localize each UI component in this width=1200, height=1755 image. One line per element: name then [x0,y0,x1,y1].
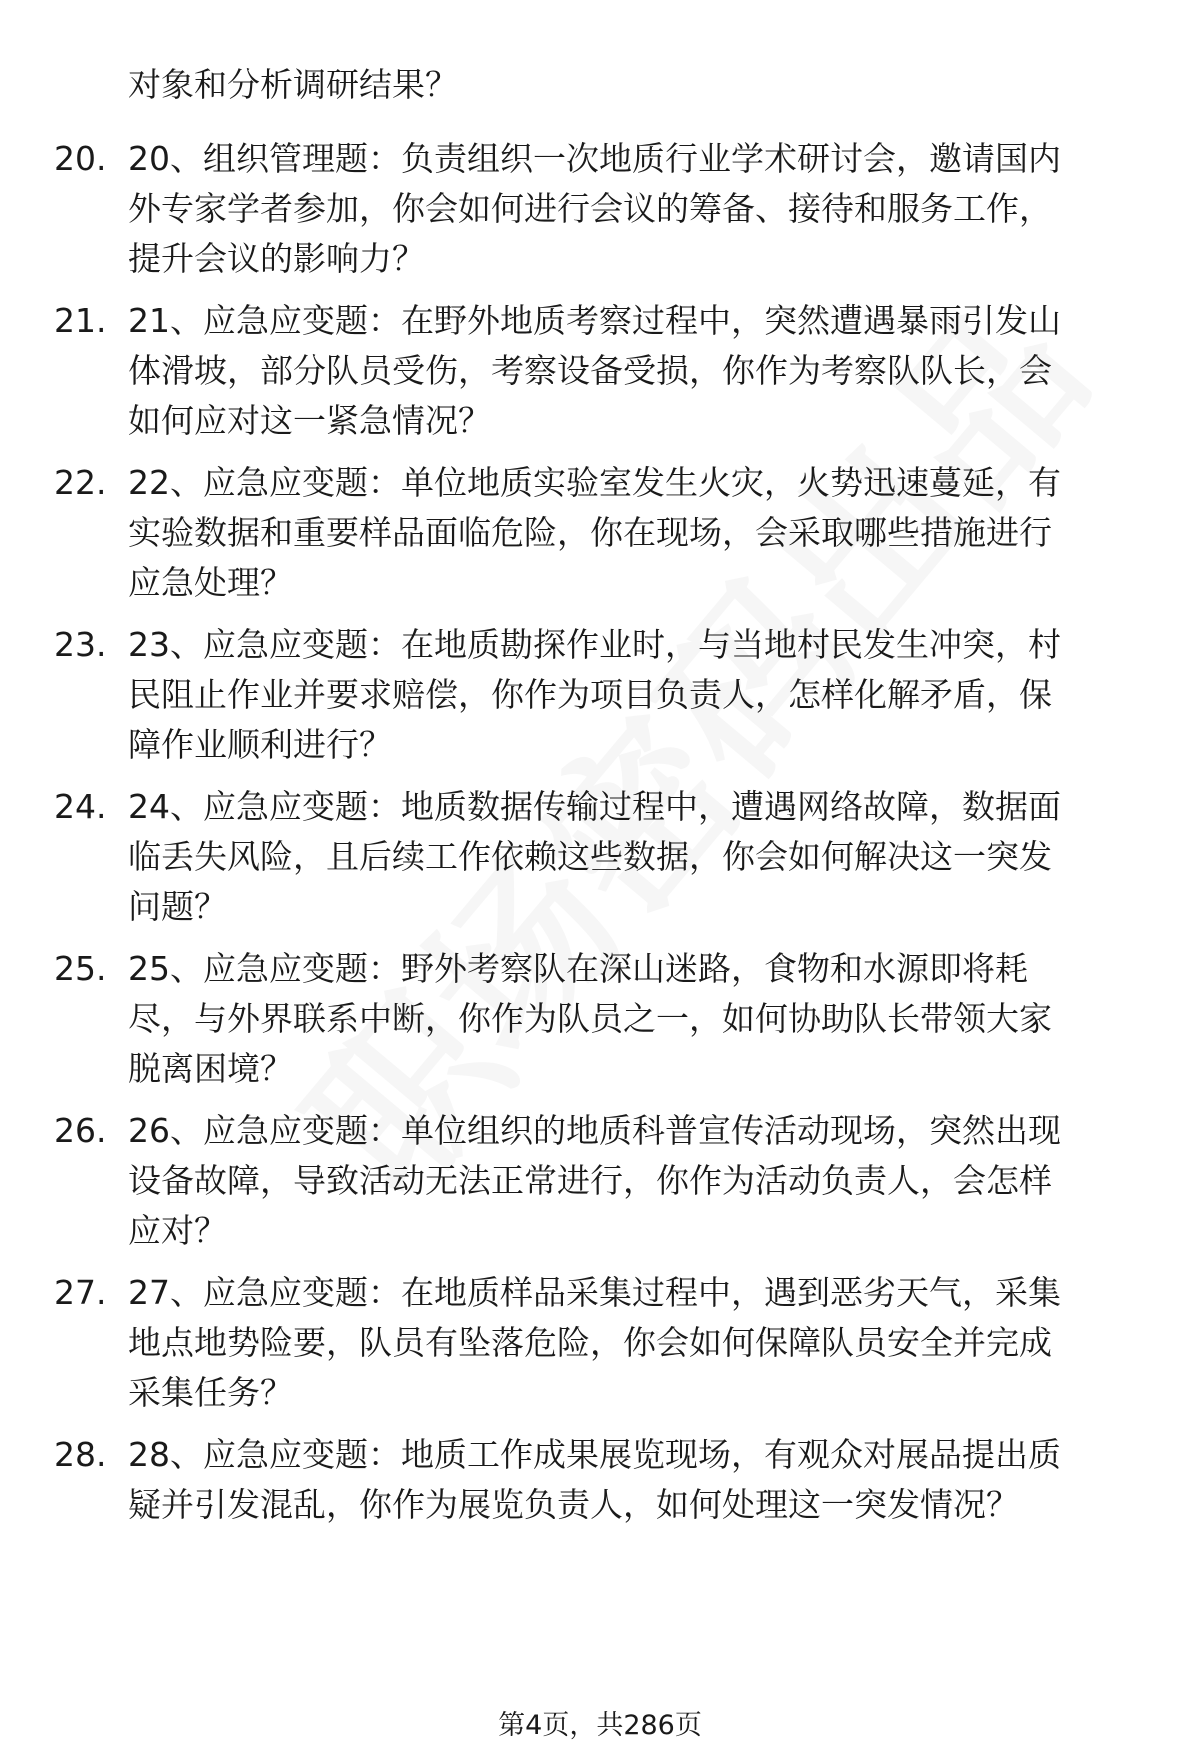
item-text [128,458,1148,608]
item-number: 28. [54,1435,107,1474]
item-line: 采集任务？ [128,1373,293,1412]
item-number: 20. [54,139,107,178]
item-text [128,134,1148,284]
item-number: 26. [54,1111,107,1150]
item-line: 实验数据和重要样品面临危险，你在现场，会采取哪些措施进行 [128,513,1052,552]
item-line: 民阻止作业并要求赔偿，你作为项目负责人，怎样化解矛盾，保 [128,675,1052,714]
item-line: 提升会议的影响力？ [128,239,425,278]
item-line: 24、应急应变题：地质数据传输过程中，遭遇网络故障，数据面 [128,787,1061,826]
item-number: 21. [54,301,107,340]
item-text [128,296,1148,446]
item-line: 疑并引发混乱，你作为展览负责人，如何处理这一突发情况？ [128,1485,1019,1524]
item-text [128,782,1148,932]
item-text [128,944,1148,1094]
item-line: 28、应急应变题：地质工作成果展览现场，有观众对展品提出质 [128,1435,1061,1474]
item-line: 应对？ [128,1211,227,1250]
item-line: 问题？ [128,887,227,926]
continuation-text: 对象和分析调研结果？ [128,65,458,104]
item-line: 应急处理？ [128,563,293,602]
item-line: 外专家学者参加，你会如何进行会议的筹备、接待和服务工作， [128,189,1052,228]
item-line: 尽，与外界联系中断，你作为队员之一，如何协助队长带领大家 [128,999,1052,1038]
item-text [128,1430,1148,1530]
item-line: 临丢失风险，且后续工作依赖这些数据，你会如何解决这一突发 [128,837,1052,876]
item-line: 22、应急应变题：单位地质实验室发生火灾，火势迅速蔓延，有 [128,463,1061,502]
item-line: 27、应急应变题：在地质样品采集过程中，遇到恶劣天气，采集 [128,1273,1061,1312]
item-number: 23. [54,625,107,664]
item-line: 21、应急应变题：在野外地质考察过程中，突然遭遇暴雨引发山 [128,301,1061,340]
item-line: 25、应急应变题：野外考察队在深山迷路，食物和水源即将耗 [128,949,1028,988]
item-number: 25. [54,949,107,988]
item-line: 20、组织管理题：负责组织一次地质行业学术研讨会，邀请国内 [128,139,1061,178]
item-line: 如何应对这一紧急情况？ [128,401,491,440]
item-number: 24. [54,787,107,826]
item-number: 22. [54,463,107,502]
item-line: 地点地势险要，队员有坠落危险，你会如何保障队员安全并完成 [128,1323,1052,1362]
item-text [128,620,1148,770]
page-footer: 第4页，共286页 [498,1710,702,1741]
item-text [128,1106,1148,1256]
item-text [128,1268,1148,1418]
item-line: 体滑坡，部分队员受伤，考察设备受损，你作为考察队队长，会 [128,351,1052,390]
item-line: 脱离困境？ [128,1049,293,1088]
item-number: 27. [54,1273,107,1312]
item-line: 23、应急应变题：在地质勘探作业时，与当地村民发生冲突，村 [128,625,1061,664]
item-line: 设备故障，导致活动无法正常进行，你作为活动负责人，会怎样 [128,1161,1052,1200]
item-line: 障作业顺利进行？ [128,725,392,764]
item-line: 26、应急应变题：单位组织的地质科普宣传活动现场，突然出现 [128,1111,1061,1150]
